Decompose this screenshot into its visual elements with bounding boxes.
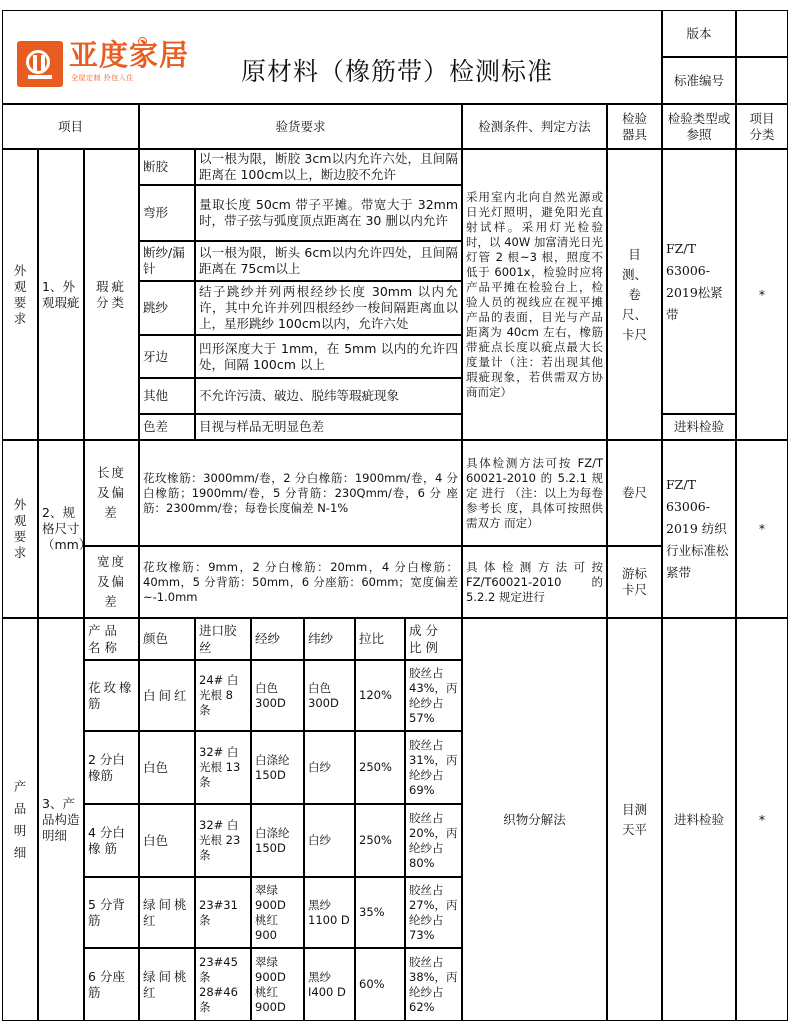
col-item: 项目 [2,104,139,149]
s2-row-desc: 花玫橡筋：3000mm/卷，2 分白橡筋：1900mm/卷，4 分白橡筋；1900mm/卷，5 分背筋：230Qmm/卷，6 分 座筋：2300mm/卷；每卷长度偏差 N-1% [139,440,462,546]
company-logo [17,38,212,87]
s1-tool: 目测、卷尺、卡尺 [607,149,662,440]
s1-type: FZ/T 63006-2019松紧带 [662,149,736,414]
product-composition: 胶丝占38%，丙纶纱占62% [405,948,462,1021]
product-composition: 胶丝占20%，丙纶纱占80% [405,804,462,877]
registered-mark-icon [138,37,147,46]
product-latex: 23#31 条 [195,877,251,948]
product-warp: 白色 300D [251,660,304,731]
product-color: 白色 [139,731,195,804]
product-latex: 32# 白光根 13 条 [195,731,251,804]
s1-type2: 进料检验 [662,414,736,440]
defect-desc: 以一根为限，断头 6cm以内允许四处，且间隔距离在 75cm以上 [195,241,462,281]
inspection-standard-document [3,11,789,1022]
product-color: 绿间桃红 [139,948,195,1021]
logo-mark-icon [17,41,63,87]
product-warp: 翠绿 900D 桃红 900 [251,877,304,948]
defect-desc: 量取长度 50cm 带子平摊。带宽大于 32mm 时，带子弦与弧度顶点距离在 30 删以内允许 [195,185,462,241]
product-name: 4 分白橡 筋 [84,804,139,877]
defect-name: 跳纱 [139,281,195,335]
product-name: 6 分座筋 [84,948,139,1021]
product-latex: 23#45 条 28#46 条 [195,948,251,1021]
defect-name: 其他 [139,378,195,414]
s2-type: FZ/T 63006-2019 纺织行业标准松紧带 [662,440,736,618]
defect-desc: 目视与样品无明显色差 [195,414,462,440]
product-warp: 白涤纶 150D [251,804,304,877]
defect-name: 断纱/漏针 [139,241,195,281]
s3-group: 产品明细 [2,618,38,1021]
defect-desc: 以一根为限，断胶 3cm以内允许六处，且间隔距离在 100cm以上，断边胶不允许 [195,149,462,185]
product-color: 白间红 [139,660,195,731]
product-weft: 黑纱 1100 D [304,877,355,948]
s2-row-tool: 卷尺 [607,440,662,546]
version-label: 版本 [662,10,736,57]
product-col-ratio: 拉比 [355,618,405,660]
defect-name: 断胶 [139,149,195,185]
defect-desc: 结子跳纱并列两根经纱长度 30mm 以内允许，其中允许并列四根经纱一梭间隔距离血以上，星形跳纱 100cm以内，允许六处 [195,281,462,335]
s2-row-desc: 花玫橡筋：9mm，2 分白橡筋：20mm，4 分白橡筋：40mm，5 分背筋：50mm，6 分座筋：60mm；宽度偏差~-1.0mm [139,546,462,618]
s1-group: 外观要求 [2,149,38,440]
col-category: 项目分类 [736,104,788,149]
product-color: 绿间桃红 [139,877,195,948]
s3-category: * [736,618,788,1021]
product-ratio: 250% [355,731,405,804]
s1-sub: 1、外观瑕疵 [38,149,84,440]
s2-group: 外观要求 [2,440,38,618]
logo-name: 亚度家居 [69,38,190,72]
s1-sub2: 瑕疵分类 [84,149,139,440]
product-latex: 24# 白光根 8 条 [195,660,251,731]
product-composition: 胶丝占27%，丙纶纱占73% [405,877,462,948]
s3-tool: 目测天平 [607,618,662,1021]
product-col-weft: 纬纱 [304,618,355,660]
product-col-composition: 成分比例 [405,618,462,660]
logo-slogan: 全屋定制 拎包入住 [71,74,134,82]
page-title: 原材料（橡筋带）检测标准 [241,57,554,86]
defect-name: 弯形 [139,185,195,241]
s2-row-method: 具体检测方法可按 FZ/T 60021-2010 的 5.2.1 规定 进行 （注：以上为每卷参考长 度，具体可按照供需双方 而定） [462,440,607,546]
defect-desc: 凹形深度大于 1mm，在 5mm 以内的允许四处，间隔 100cm 以上 [195,335,462,378]
s2-row-name: 宽度及偏差 [84,546,139,618]
product-color: 白色 [139,804,195,877]
s2-row-tool: 游标卡尺 [607,546,662,618]
product-composition: 胶丝占31%，丙纶纱占69% [405,731,462,804]
product-name: 5 分背筋 [84,877,139,948]
product-col-warp: 经纱 [251,618,304,660]
product-name: 花玫橡筋 [84,660,139,731]
product-weft: 白纱 [304,731,355,804]
col-requirement: 验货要求 [139,104,462,149]
s2-row-name: 长度及偏差 [84,440,139,546]
col-method: 检测条件、判定方法 [462,104,607,149]
s2-sub: 2、规格尺寸（mm） [38,440,84,618]
s2-category: * [736,440,788,618]
product-composition: 胶丝占43%，丙纶纱占57% [405,660,462,731]
product-weft: 黑纱 I400 D [304,948,355,1021]
defect-name: 色差 [139,414,195,440]
product-ratio: 250% [355,804,405,877]
col-tool: 检验器具 [607,104,662,149]
col-type: 检验类型或参照 [662,104,736,149]
product-warp: 翠绿 900D 桃红 900D [251,948,304,1021]
defect-desc: 不允许污渍、破边、脱纬等瑕疵现象 [195,378,462,414]
code-value[interactable] [736,57,788,104]
s2-row-method: 具体检测方法可按 FZ/T60021-2010 的 5.2.2 规定进行 [462,546,607,618]
s3-type: 进料检验 [662,618,736,1021]
version-value[interactable] [736,10,788,57]
product-col-latex: 进口胶丝 [195,618,251,660]
s3-sub: 3、产品构造明细 [38,618,84,1021]
product-ratio: 120% [355,660,405,731]
code-label: 标准编号 [662,57,736,104]
s1-category: * [736,149,788,440]
product-ratio: 60% [355,948,405,1021]
product-col-color: 颜色 [139,618,195,660]
defect-name: 牙边 [139,335,195,378]
product-latex: 32# 白光根 23 条 [195,804,251,877]
s1-method: 采用室内北向自然光源或日光灯照明，避免阳光直射试样。采用灯光检验时，以 40W 加富清光日光灯管 2 根~3 根，照度不低于 6001x，检验时应将产品平摊在检验台上，检验人员的视线应在视平摊产品的表面，目光与产品距离为 40cm 左右，橡筋带疵点长度以疵点最大长度量计（注：若出现其他瑕疵现象，若供需双方协商而定） [462,149,607,440]
product-warp: 白涤纶 150D [251,731,304,804]
s3-method: 织物分解法 [462,618,607,1021]
product-name: 2 分白橡筋 [84,731,139,804]
product-weft: 白色 300D [304,660,355,731]
product-ratio: 35% [355,877,405,948]
product-weft: 白纱 [304,804,355,877]
product-col-name: 产品名称 [84,618,139,660]
